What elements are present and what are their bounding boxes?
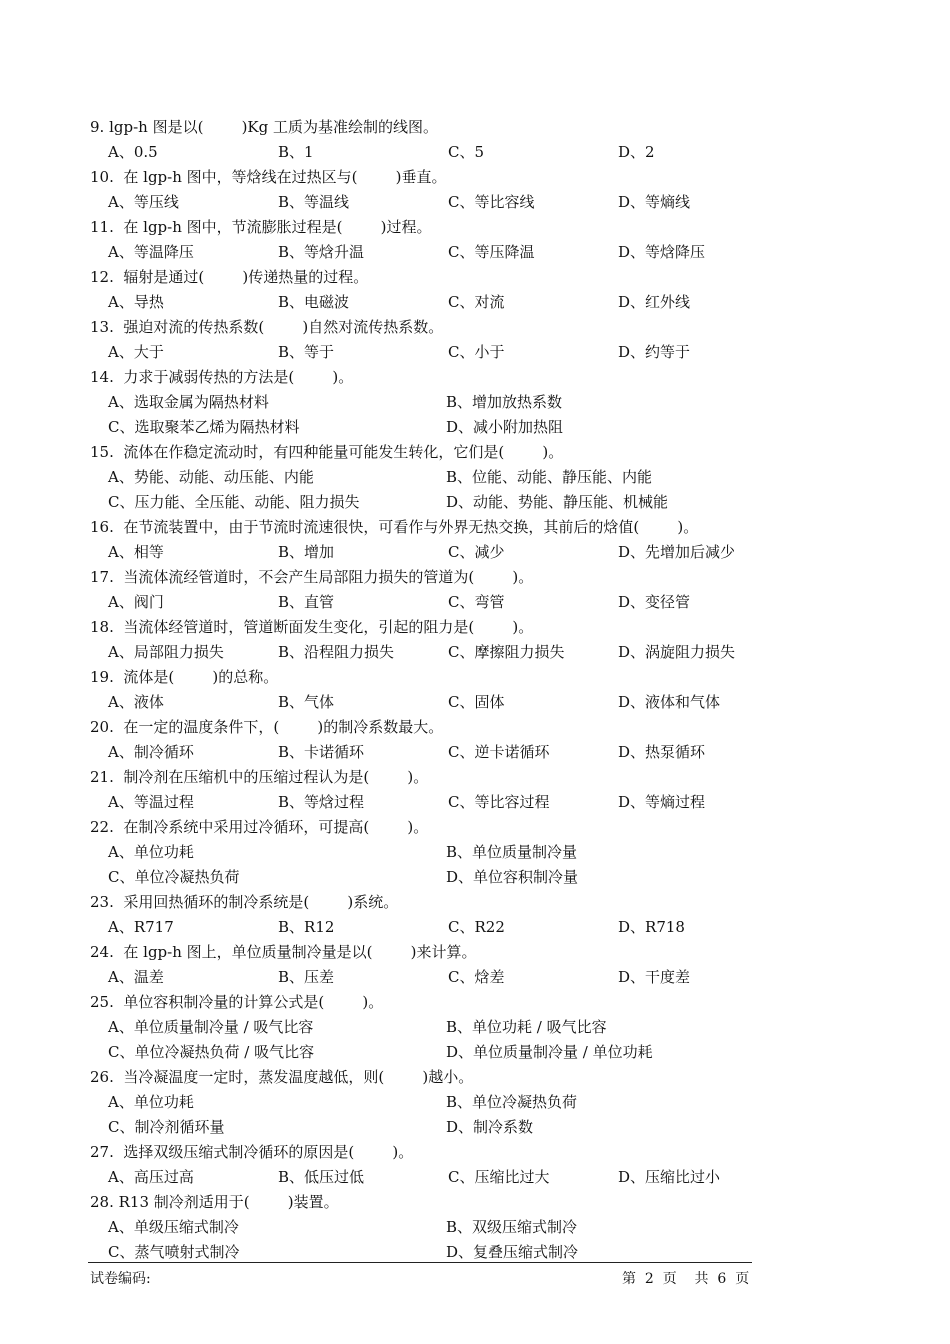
option-a: A、等温过程 <box>108 793 194 811</box>
option-row <box>90 465 770 490</box>
option-d: D、减小附加热阻 <box>446 418 564 436</box>
option-d: D、红外线 <box>618 293 691 311</box>
option-c: C、减少 <box>448 543 505 561</box>
option-d: D、动能、势能、静压能、机械能 <box>446 493 669 511</box>
option-b: B、低压过低 <box>278 1168 365 1186</box>
option-c: C、等比容过程 <box>448 793 550 811</box>
option-row <box>90 740 770 765</box>
question-stem: 15. 流体在作稳定流动时，有四种能量可能发生转化，它们是( )。 <box>90 443 564 461</box>
option-b: B、等焓升温 <box>278 243 365 261</box>
option-d: D、等熵过程 <box>618 793 706 811</box>
option-c: C、单位冷凝热负荷 / 吸气比容 <box>108 1043 315 1061</box>
option-d: D、涡旋阻力损失 <box>618 643 736 661</box>
option-row <box>90 1165 770 1190</box>
option-row <box>90 390 770 415</box>
option-a: A、温差 <box>108 968 164 986</box>
option-row <box>90 790 770 815</box>
question-stem: 26. 当冷凝温度一定时，蒸发温度越低，则( )越小。 <box>90 1068 474 1086</box>
option-d: D、先增加后减少 <box>618 543 736 561</box>
option-row <box>90 915 770 940</box>
question-stem: 13. 强迫对流的传热系数( )自然对流传热系数。 <box>90 318 444 336</box>
question-stem: 10. 在 lgp-h 图中，等焓线在过热区与( )垂直。 <box>90 168 447 186</box>
option-b: B、等焓过程 <box>278 793 365 811</box>
option-d: D、复叠压缩式制冷 <box>446 1243 579 1261</box>
option-b: B、单位功耗 / 吸气比容 <box>446 1018 607 1036</box>
option-c: C、压力能、全压能、动能、阻力损失 <box>108 493 360 511</box>
option-b: B、等温线 <box>278 193 350 211</box>
option-d: D、压缩比过小 <box>618 1168 721 1186</box>
option-row <box>90 290 770 315</box>
question-list <box>90 115 770 1265</box>
option-row <box>90 540 770 565</box>
option-c: C、逆卡诺循环 <box>448 743 550 761</box>
page-number: 第 2 页 共 6 页 <box>622 1271 750 1287</box>
question-stem: 21. 制冷剂在压缩机中的压缩过程认为是( )。 <box>90 768 429 786</box>
option-d: D、干度差 <box>618 968 691 986</box>
option-row <box>90 640 770 665</box>
option-d: D、制冷系数 <box>446 1118 534 1136</box>
option-row <box>90 240 770 265</box>
option-a: A、单位质量制冷量 / 吸气比容 <box>108 1018 314 1036</box>
option-c: C、5 <box>448 143 485 161</box>
option-b: B、电磁波 <box>278 293 350 311</box>
option-b: B、卡诺循环 <box>278 743 365 761</box>
option-b: B、增加 <box>278 543 335 561</box>
option-a: A、相等 <box>108 543 164 561</box>
question-stem: 28. R13 制冷剂适用于( )装置。 <box>90 1193 339 1211</box>
option-b: B、沿程阻力损失 <box>278 643 395 661</box>
option-row <box>90 690 770 715</box>
option-row <box>90 965 770 990</box>
option-c: C、R22 <box>448 918 505 936</box>
question-stem: 18. 当流体经管道时，管道断面发生变化，引起的阻力是( )。 <box>90 618 534 636</box>
question-stem: 22. 在制冷系统中采用过冷循环，可提高( )。 <box>90 818 429 836</box>
option-b: B、压差 <box>278 968 335 986</box>
option-c: C、焓差 <box>448 968 505 986</box>
option-row <box>90 1215 770 1240</box>
question-stem: 11. 在 lgp-h 图中，节流膨胀过程是( )过程。 <box>90 218 432 236</box>
option-a: A、选取金属为隔热材料 <box>108 393 269 411</box>
question-stem: 25. 单位容积制冷量的计算公式是( )。 <box>90 993 384 1011</box>
question-stem: 16. 在节流装置中，由于节流时流速很快，可看作与外界无热交换，其前后的焓值( )。 <box>90 518 699 536</box>
option-row <box>90 1015 770 1040</box>
option-a: A、大于 <box>108 343 164 361</box>
option-d: D、等焓降压 <box>618 243 706 261</box>
option-b: B、1 <box>278 143 314 161</box>
option-c: C、压缩比过大 <box>448 1168 550 1186</box>
option-b: B、双级压缩式制冷 <box>446 1218 578 1236</box>
option-d: D、2 <box>618 143 655 161</box>
option-a: A、等压线 <box>108 193 179 211</box>
question-stem: 9. lgp-h 图是以( )Kg 工质为基准绘制的线图。 <box>90 118 439 136</box>
option-row <box>90 140 770 165</box>
question-stem: 23. 采用回热循环的制冷系统是( )系统。 <box>90 893 399 911</box>
option-a: A、单位功耗 <box>108 843 194 861</box>
question-stem: 24. 在 lgp-h 图上，单位质量制冷量是以( )来计算。 <box>90 943 477 961</box>
option-b: B、气体 <box>278 693 335 711</box>
option-row <box>90 840 770 865</box>
option-c: C、等压降温 <box>448 243 535 261</box>
option-a: A、局部阻力损失 <box>108 643 224 661</box>
option-c: C、小于 <box>448 343 505 361</box>
option-b: B、增加放热系数 <box>446 393 563 411</box>
question-stem: 17. 当流体流经管道时，不会产生局部阻力损失的管道为( )。 <box>90 568 534 586</box>
option-d: D、液体和气体 <box>618 693 721 711</box>
option-a: A、单级压缩式制冷 <box>108 1218 239 1236</box>
option-c: C、固体 <box>448 693 505 711</box>
option-row <box>90 1115 770 1140</box>
option-d: D、单位容积制冷量 <box>446 868 579 886</box>
option-row <box>90 190 770 215</box>
option-b: B、R12 <box>278 918 335 936</box>
option-d: D、变径管 <box>618 593 691 611</box>
question-stem: 20. 在一定的温度条件下，( )的制冷系数最大。 <box>90 718 444 736</box>
option-row <box>90 1090 770 1115</box>
option-a: A、液体 <box>108 693 164 711</box>
question-stem: 14. 力求于减弱传热的方法是( )。 <box>90 368 354 386</box>
paper-code-label: 试卷编码: <box>90 1271 151 1287</box>
option-row <box>90 865 770 890</box>
question-stem: 12. 辐射是通过( )传递热量的过程。 <box>90 268 369 286</box>
option-d: D、约等于 <box>618 343 691 361</box>
footer-divider <box>88 1262 752 1263</box>
option-row <box>90 415 770 440</box>
option-row <box>90 590 770 615</box>
option-c: C、制冷剂循环量 <box>108 1118 225 1136</box>
option-a: A、R717 <box>108 918 174 936</box>
option-row <box>90 340 770 365</box>
option-c: C、等比容线 <box>448 193 535 211</box>
option-d: D、R718 <box>618 918 685 936</box>
option-b: B、等于 <box>278 343 335 361</box>
option-b: B、单位质量制冷量 <box>446 843 578 861</box>
option-a: A、单位功耗 <box>108 1093 194 1111</box>
option-c: C、对流 <box>448 293 505 311</box>
option-a: A、阀门 <box>108 593 164 611</box>
option-a: A、导热 <box>108 293 164 311</box>
option-b: B、直管 <box>278 593 335 611</box>
option-row <box>90 1040 770 1065</box>
question-stem: 19. 流体是( )的总称。 <box>90 668 279 686</box>
option-c: C、蒸气喷射式制冷 <box>108 1243 240 1261</box>
option-c: C、摩擦阻力损失 <box>448 643 565 661</box>
option-d: D、等熵线 <box>618 193 691 211</box>
option-d: D、单位质量制冷量 / 单位功耗 <box>446 1043 653 1061</box>
option-b: B、位能、动能、静压能、内能 <box>446 468 653 486</box>
option-a: A、制冷循环 <box>108 743 194 761</box>
option-c: C、弯管 <box>448 593 505 611</box>
option-a: A、高压过高 <box>108 1168 194 1186</box>
option-a: A、等温降压 <box>108 243 194 261</box>
option-c: C、选取聚苯乙烯为隔热材料 <box>108 418 300 436</box>
option-row <box>90 490 770 515</box>
option-b: B、单位冷凝热负荷 <box>446 1093 578 1111</box>
question-stem: 27. 选择双级压缩式制冷循环的原因是( )。 <box>90 1143 414 1161</box>
option-a: A、0.5 <box>108 143 158 161</box>
option-a: A、势能、动能、动压能、内能 <box>108 468 314 486</box>
option-c: C、单位冷凝热负荷 <box>108 868 240 886</box>
option-d: D、热泵循环 <box>618 743 706 761</box>
